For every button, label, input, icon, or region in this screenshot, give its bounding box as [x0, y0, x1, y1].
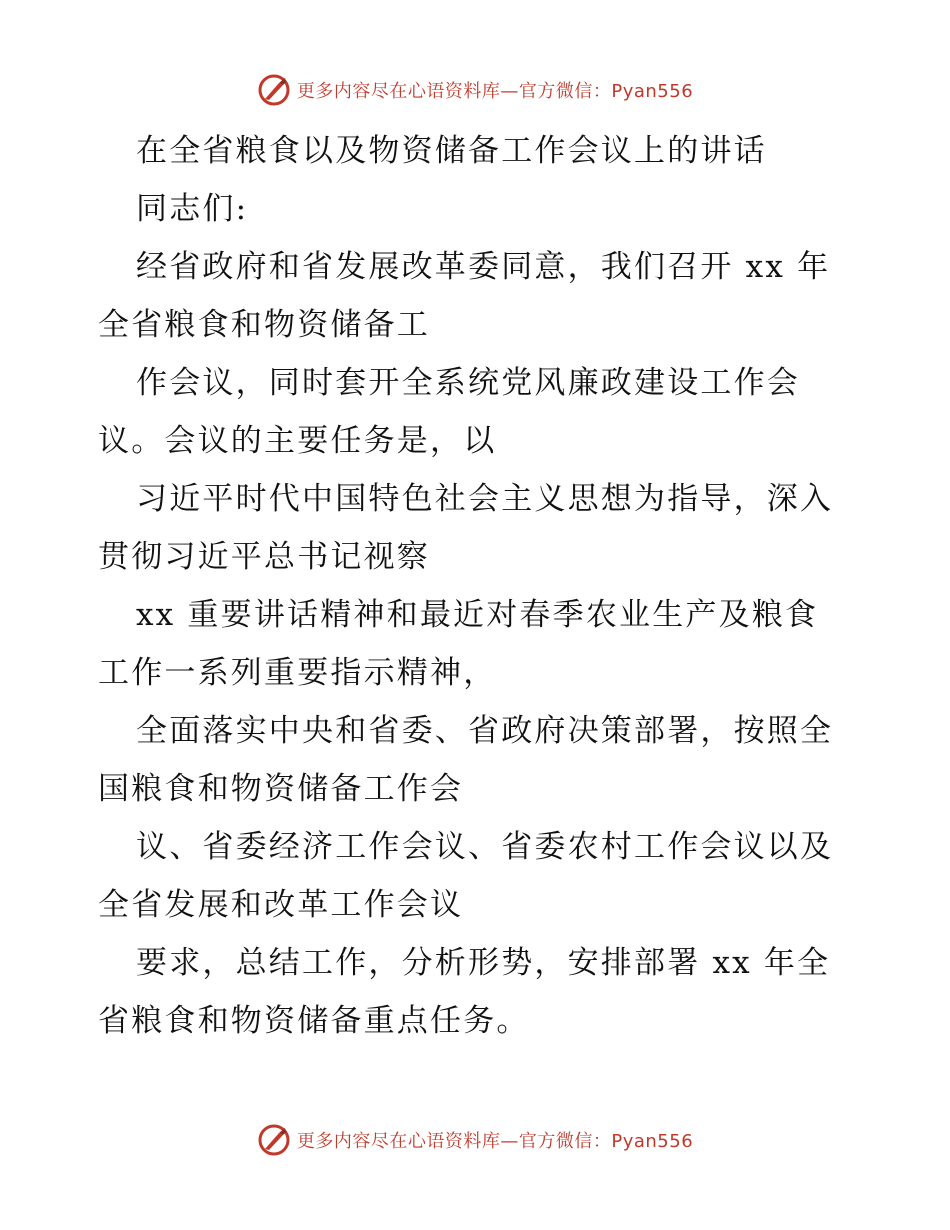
paragraph-line: 工作一系列重要指示精神， [98, 655, 497, 691]
document-body [98, 122, 858, 1050]
watermark-text: 更多内容尽在心语资料库—官方微信：Pyan556 [296, 1131, 694, 1152]
paragraph-line: 国粮食和物资储备工作会 [98, 771, 464, 807]
footer-watermark [0, 1120, 950, 1160]
watermark-text: 更多内容尽在心语资料库—官方微信：Pyan556 [296, 81, 694, 102]
paragraph-line: 在全省粮食以及物资储备工作会议上的讲话 [136, 133, 767, 169]
paragraph-line: 同志们: [136, 191, 249, 227]
paragraph-line: 习近平时代中国特色社会主义思想为指导，深入 [136, 481, 834, 517]
paragraph-line: 全省发展和改革工作会议 [98, 887, 464, 923]
paragraph-line: 要求，总结工作，分析形势，安排部署 xx 年全 [136, 945, 831, 981]
paragraph-line: 经省政府和省发展改革委同意，我们召开 xx 年 [136, 249, 831, 285]
header-watermark [0, 70, 950, 110]
paragraph-line: xx 重要讲话精神和最近对春季农业生产及粮食 [136, 597, 819, 633]
paragraph-line: 议、省委经济工作会议、省委农村工作会议以及 [136, 829, 834, 865]
paragraph-line: 作会议，同时套开全系统党风廉政建设工作会 [136, 365, 800, 401]
quill-pen-logo-icon [257, 73, 291, 107]
paragraph-line: 全省粮食和物资储备工 [98, 307, 430, 343]
paragraph-line: 议。会议的主要任务是，以 [98, 423, 497, 459]
quill-pen-logo-icon [257, 1123, 291, 1157]
paragraph-line: 全面落实中央和省委、省政府决策部署，按照全 [136, 713, 834, 749]
paragraph-line: 省粮食和物资储备重点任务。 [98, 1003, 530, 1039]
paragraph-line: 贯彻习近平总书记视察 [98, 539, 430, 575]
